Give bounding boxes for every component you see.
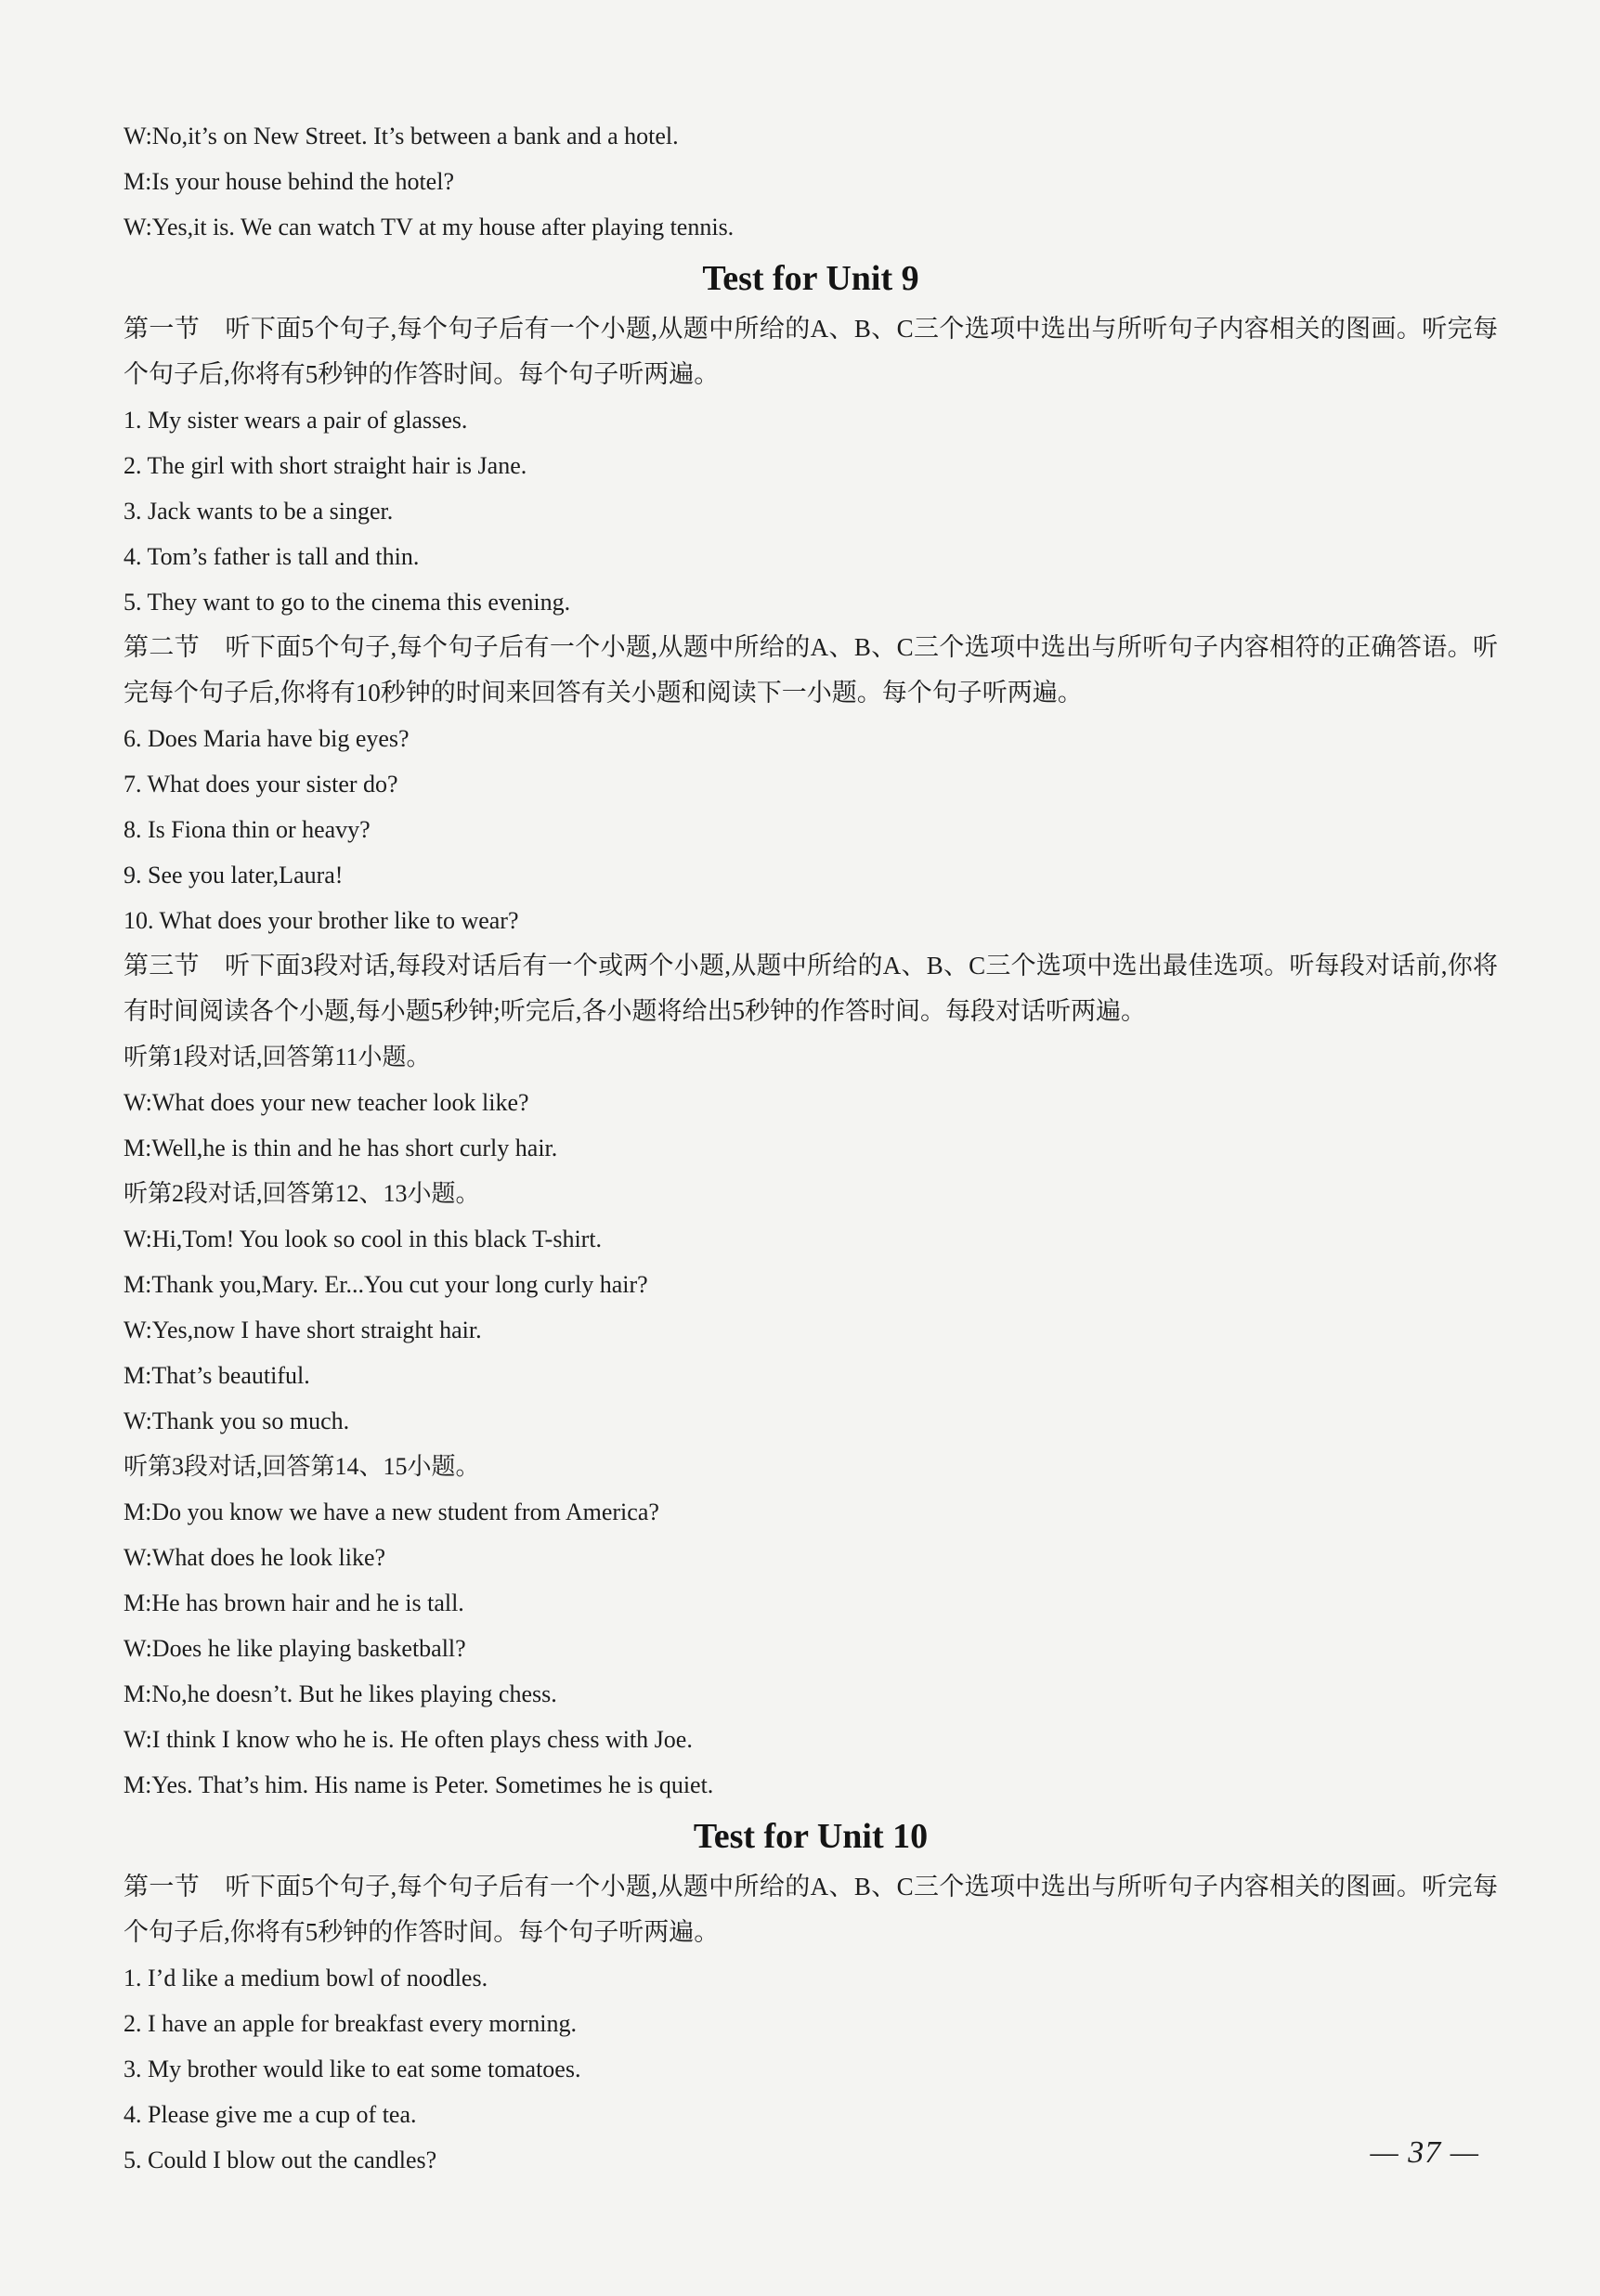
dialogue-intro: 听第3段对话,回答第14、15小题。 <box>124 1453 480 1480</box>
dialogue-line: M:Is your house behind the hotel? <box>124 168 454 195</box>
list-item: 9. See you later,Laura! <box>124 862 344 889</box>
list-item: 10. What does your brother like to wear? <box>124 907 519 934</box>
dialogue-line: W:Yes,it is. We can watch TV at my house after playing tennis. <box>124 214 735 240</box>
dialogue-line: M:No,he doesn’t. But he likes playing chess. <box>124 1680 557 1707</box>
dialogue-line: W:No,it’s on New Street. It’s between a bank and a hotel. <box>124 123 679 149</box>
list-item: 1. I’d like a medium bowl of noodles. <box>124 1965 488 1991</box>
list-item: 1. My sister wears a pair of glasses. <box>124 407 468 434</box>
list-item: 2. I have an apple for breakfast every morning. <box>124 2010 578 2037</box>
dialogue-line: M:Thank you,Mary. Er...You cut your long curly hair? <box>124 1271 648 1298</box>
dialogue-intro: 听第1段对话,回答第11小题。 <box>124 1044 431 1070</box>
unit10-section1-instruction: 第一节 听下面5个句子,每个句子后有一个小题,从题中所给的A、B、C三个选项中选出与所听句子内容相关的图画。听完每个句子后,你将有5秒钟的作答时间。每个句子听两遍。 <box>124 1873 1498 1946</box>
list-item: 4. Tom’s father is tall and thin. <box>124 543 420 570</box>
list-item: 6. Does Maria have big eyes? <box>124 725 410 752</box>
unit9-title: Test for Unit 9 <box>702 259 919 298</box>
dialogue-line: M:He has brown hair and he is tall. <box>124 1589 464 1616</box>
dialogue-line: W:What does your new teacher look like? <box>124 1089 529 1116</box>
page-number: — 37 — <box>1370 2135 1479 2170</box>
unit9-section3-instruction: 第三节 听下面3段对话,每段对话后有一个或两个小题,从题中所给的A、B、C三个选项中选出最佳选项。听每段对话前,你将有时间阅读各个小题,每小题5秒钟;听完后,各小题将给出5秒钟的作答时间。每段对话听两遍。 <box>124 952 1498 1025</box>
dialogue-line: W:Does he like playing basketball? <box>124 1635 466 1662</box>
dialogue-line: M:Yes. That’s him. His name is Peter. Sometimes he is quiet. <box>124 1771 714 1798</box>
unit9-section2-instruction: 第二节 听下面5个句子,每个句子后有一个小题,从题中所给的A、B、C三个选项中选出与所听句子内容相符的正确答语。听完每个句子后,你将有10秒钟的时间来回答有关小题和阅读下一小题。每个句子听两遍。 <box>124 633 1498 707</box>
dialogue-line: M:Do you know we have a new student from America? <box>124 1498 659 1525</box>
dialogue-line: W:I think I know who he is. He often plays chess with Joe. <box>124 1726 693 1753</box>
list-item: 7. What does your sister do? <box>124 771 398 798</box>
unit10-title: Test for Unit 10 <box>693 1817 929 1856</box>
dialogue-line: M:Well,he is thin and he has short curly hair. <box>124 1135 558 1161</box>
dialogue-line: W:Hi,Tom! You look so cool in this black T-shirt. <box>124 1226 603 1252</box>
unit9-section1-instruction: 第一节 听下面5个句子,每个句子后有一个小题,从题中所给的A、B、C三个选项中选出与所听句子内容相关的图画。听完每个句子后,你将有5秒钟的作答时间。每个句子听两遍。 <box>124 315 1498 388</box>
page-content <box>124 113 1498 2183</box>
list-item: 8. Is Fiona thin or heavy? <box>124 816 371 843</box>
list-item: 3. Jack wants to be a singer. <box>124 498 394 525</box>
list-item: 2. The girl with short straight hair is Jane. <box>124 452 527 479</box>
dialogue-line: W:Yes,now I have short straight hair. <box>124 1317 482 1343</box>
list-item: 4. Please give me a cup of tea. <box>124 2101 417 2128</box>
list-item: 5. They want to go to the cinema this evening. <box>124 589 571 616</box>
dialogue-intro: 听第2段对话,回答第12、13小题。 <box>124 1180 480 1207</box>
dialogue-line: W:Thank you so much. <box>124 1407 350 1434</box>
dialogue-line: M:That’s beautiful. <box>124 1362 310 1389</box>
dialogue-line: W:What does he look like? <box>124 1544 386 1571</box>
list-item: 3. My brother would like to eat some tomatoes. <box>124 2056 581 2082</box>
list-item: 5. Could I blow out the candles? <box>124 2147 437 2173</box>
